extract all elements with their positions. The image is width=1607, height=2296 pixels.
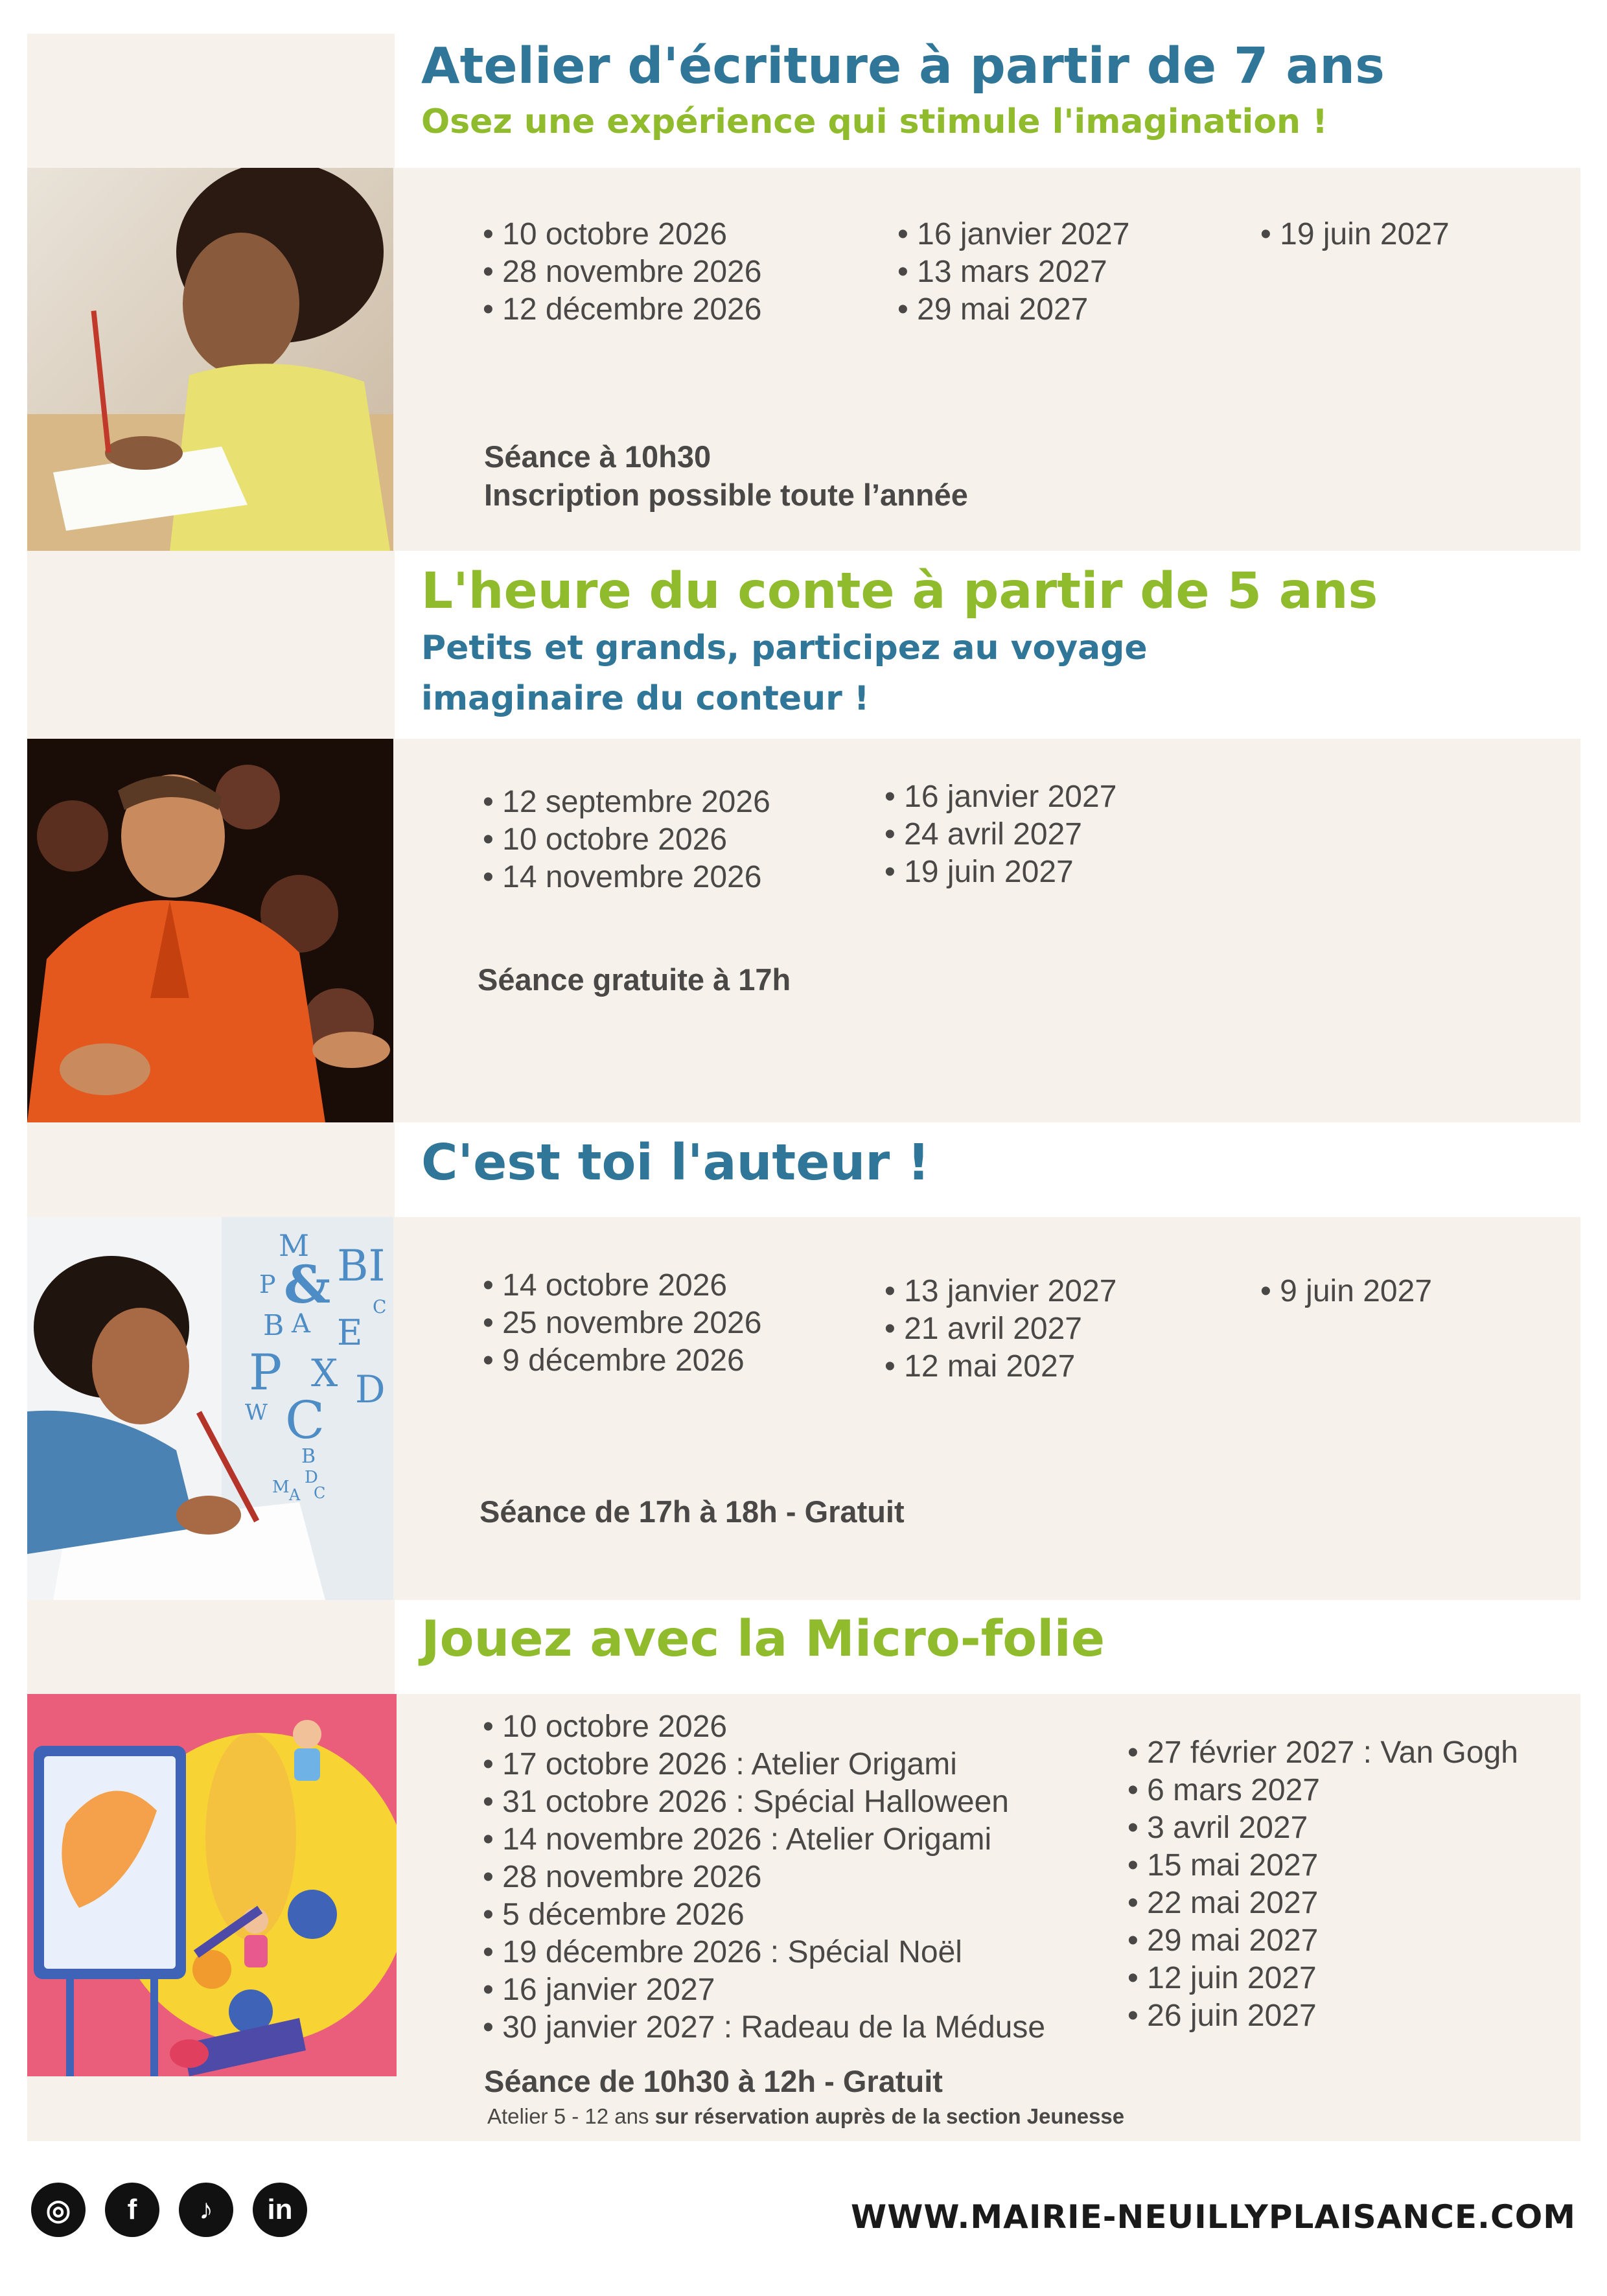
date-item: • 19 décembre 2026 : Spécial Noël [483,1934,1045,1971]
section3-dates-col1 [483,1267,761,1380]
date-item: • 12 mai 2027 [884,1348,1116,1386]
date-item: • 27 février 2027 : Van Gogh [1127,1734,1518,1772]
date-item: • 30 janvier 2027 : Radeau de la Méduse [483,2009,1045,2047]
date-item: • 17 octobre 2026 : Atelier Origami [483,1746,1045,1783]
date-item: • 28 novembre 2026 [483,253,761,291]
date-item: • 29 mai 2027 [1127,1922,1518,1960]
date-item: • 10 octobre 2026 [483,216,761,253]
date-item: • 16 janvier 2027 [897,216,1129,253]
section3-dates-col3 [1260,1273,1432,1310]
date-item: • 13 janvier 2027 [884,1273,1116,1310]
date-item: • 12 décembre 2026 [483,291,761,329]
section3-title: C'est toi l'auteur ! [421,1134,931,1192]
letter: C [285,1390,325,1450]
section1-dates-col2 [897,216,1129,329]
section4-booking-note [487,2104,1124,2129]
date-item: • 10 octobre 2026 [483,1708,1045,1746]
section2-dates-col2 [884,778,1116,891]
section4-title: Jouez avec la Micro-folie [421,1610,1105,1668]
date-item: • 6 mars 2027 [1127,1772,1518,1809]
letter: D [305,1468,318,1487]
date-item: • 15 mai 2027 [1127,1847,1518,1884]
date-item: • 24 avril 2027 [884,816,1116,853]
date-item: • 28 novembre 2026 [483,1859,1045,1896]
letter: C [314,1484,326,1502]
letter: M [272,1478,290,1497]
letter: B [263,1309,284,1342]
date-item: • 14 octobre 2026 [483,1267,761,1305]
date-item: • 29 mai 2027 [897,291,1129,329]
section2-photo-storyteller [27,739,393,1122]
date-item: • 19 juin 2027 [1260,216,1450,253]
date-item: • 5 décembre 2026 [483,1896,1045,1934]
section2-session-time: Séance gratuite à 17h [478,962,791,997]
date-item: • 3 avril 2027 [1127,1809,1518,1847]
letter: A [289,1486,301,1504]
social-links [31,2183,307,2237]
date-item: • 16 janvier 2027 [884,778,1116,816]
letter: P [259,1270,276,1299]
letter: W [245,1400,268,1426]
facebook-icon[interactable]: f [105,2183,159,2237]
section2-subtitle-line1: Petits et grands, participez au voyage [421,629,1148,667]
booking-note-age: Atelier 5 - 12 ans [487,2104,655,2128]
letter: C [373,1296,387,1317]
date-item: • 12 septembre 2026 [483,783,770,821]
section1-title-band [27,34,395,168]
date-item: • 16 janvier 2027 [483,1971,1045,2009]
date-item: • 26 juin 2027 [1127,1997,1518,2035]
date-item: • 9 juin 2027 [1260,1273,1432,1310]
section4-dates-col2 [1127,1734,1518,2035]
section3-session-time: Séance de 17h à 18h - Gratuit [480,1494,905,1529]
instagram-icon[interactable]: ◎ [31,2183,86,2237]
linkedin-icon[interactable]: in [253,2183,307,2237]
date-item: • 14 novembre 2026 : Atelier Origami [483,1821,1045,1859]
date-item: • 13 mars 2027 [897,253,1129,291]
section4-session-time: Séance de 10h30 à 12h - Gratuit [484,2064,943,2098]
letter: D [355,1367,386,1411]
tiktok-icon[interactable]: ♪ [179,2183,233,2237]
section3-dates-col2 [884,1273,1116,1386]
letter: P [249,1343,283,1401]
letter: & [284,1254,331,1315]
website-url-link[interactable]: WWW.MAIRIE-NEUILLYPLAISANCE.COM [851,2198,1576,2236]
booking-note-reservation: sur réservation auprès de la section Jeunesse [654,2104,1125,2128]
section1-dates-col1 [483,216,761,329]
date-item: • 9 décembre 2026 [483,1342,761,1380]
section2-title-band [27,551,395,739]
date-item: • 25 novembre 2026 [483,1305,761,1342]
letter: E [337,1312,363,1353]
section1-subtitle: Osez une expérience qui stimule l'imagination ! [421,102,1328,141]
section4-illustration-microfolie [27,1694,397,2076]
section2-title: L'heure du conte à partir de 5 ans [421,562,1378,620]
date-item: • 21 avril 2027 [884,1310,1116,1348]
section2-subtitle-line2: imaginaire du conteur ! [421,679,870,718]
letter: BI [337,1241,386,1291]
date-item: • 31 octobre 2026 : Spécial Halloween [483,1783,1045,1821]
section3-flying-letters [240,1228,393,1513]
date-item: • 22 mai 2027 [1127,1884,1518,1922]
section1-dates-col3 [1260,216,1450,253]
section4-title-band [27,1600,395,1694]
letter: B [301,1445,316,1468]
section4-dates-col1 [483,1708,1045,2047]
date-item: • 14 novembre 2026 [483,859,770,896]
date-item: • 10 octobre 2026 [483,821,770,859]
section1-registration-note: Inscription possible toute l’année [484,478,968,512]
letter: A [292,1309,310,1339]
letter: M [279,1228,310,1263]
date-item: • 12 juin 2027 [1127,1960,1518,1997]
letter: X [311,1351,338,1395]
section3-title-band [27,1122,395,1217]
date-item: • 19 juin 2027 [884,853,1116,891]
section1-session-time: Séance à 10h30 [484,439,711,474]
section2-dates-col1 [483,783,770,896]
section1-photo-girl-writing [27,168,393,551]
section1-title: Atelier d'écriture à partir de 7 ans [421,38,1385,95]
